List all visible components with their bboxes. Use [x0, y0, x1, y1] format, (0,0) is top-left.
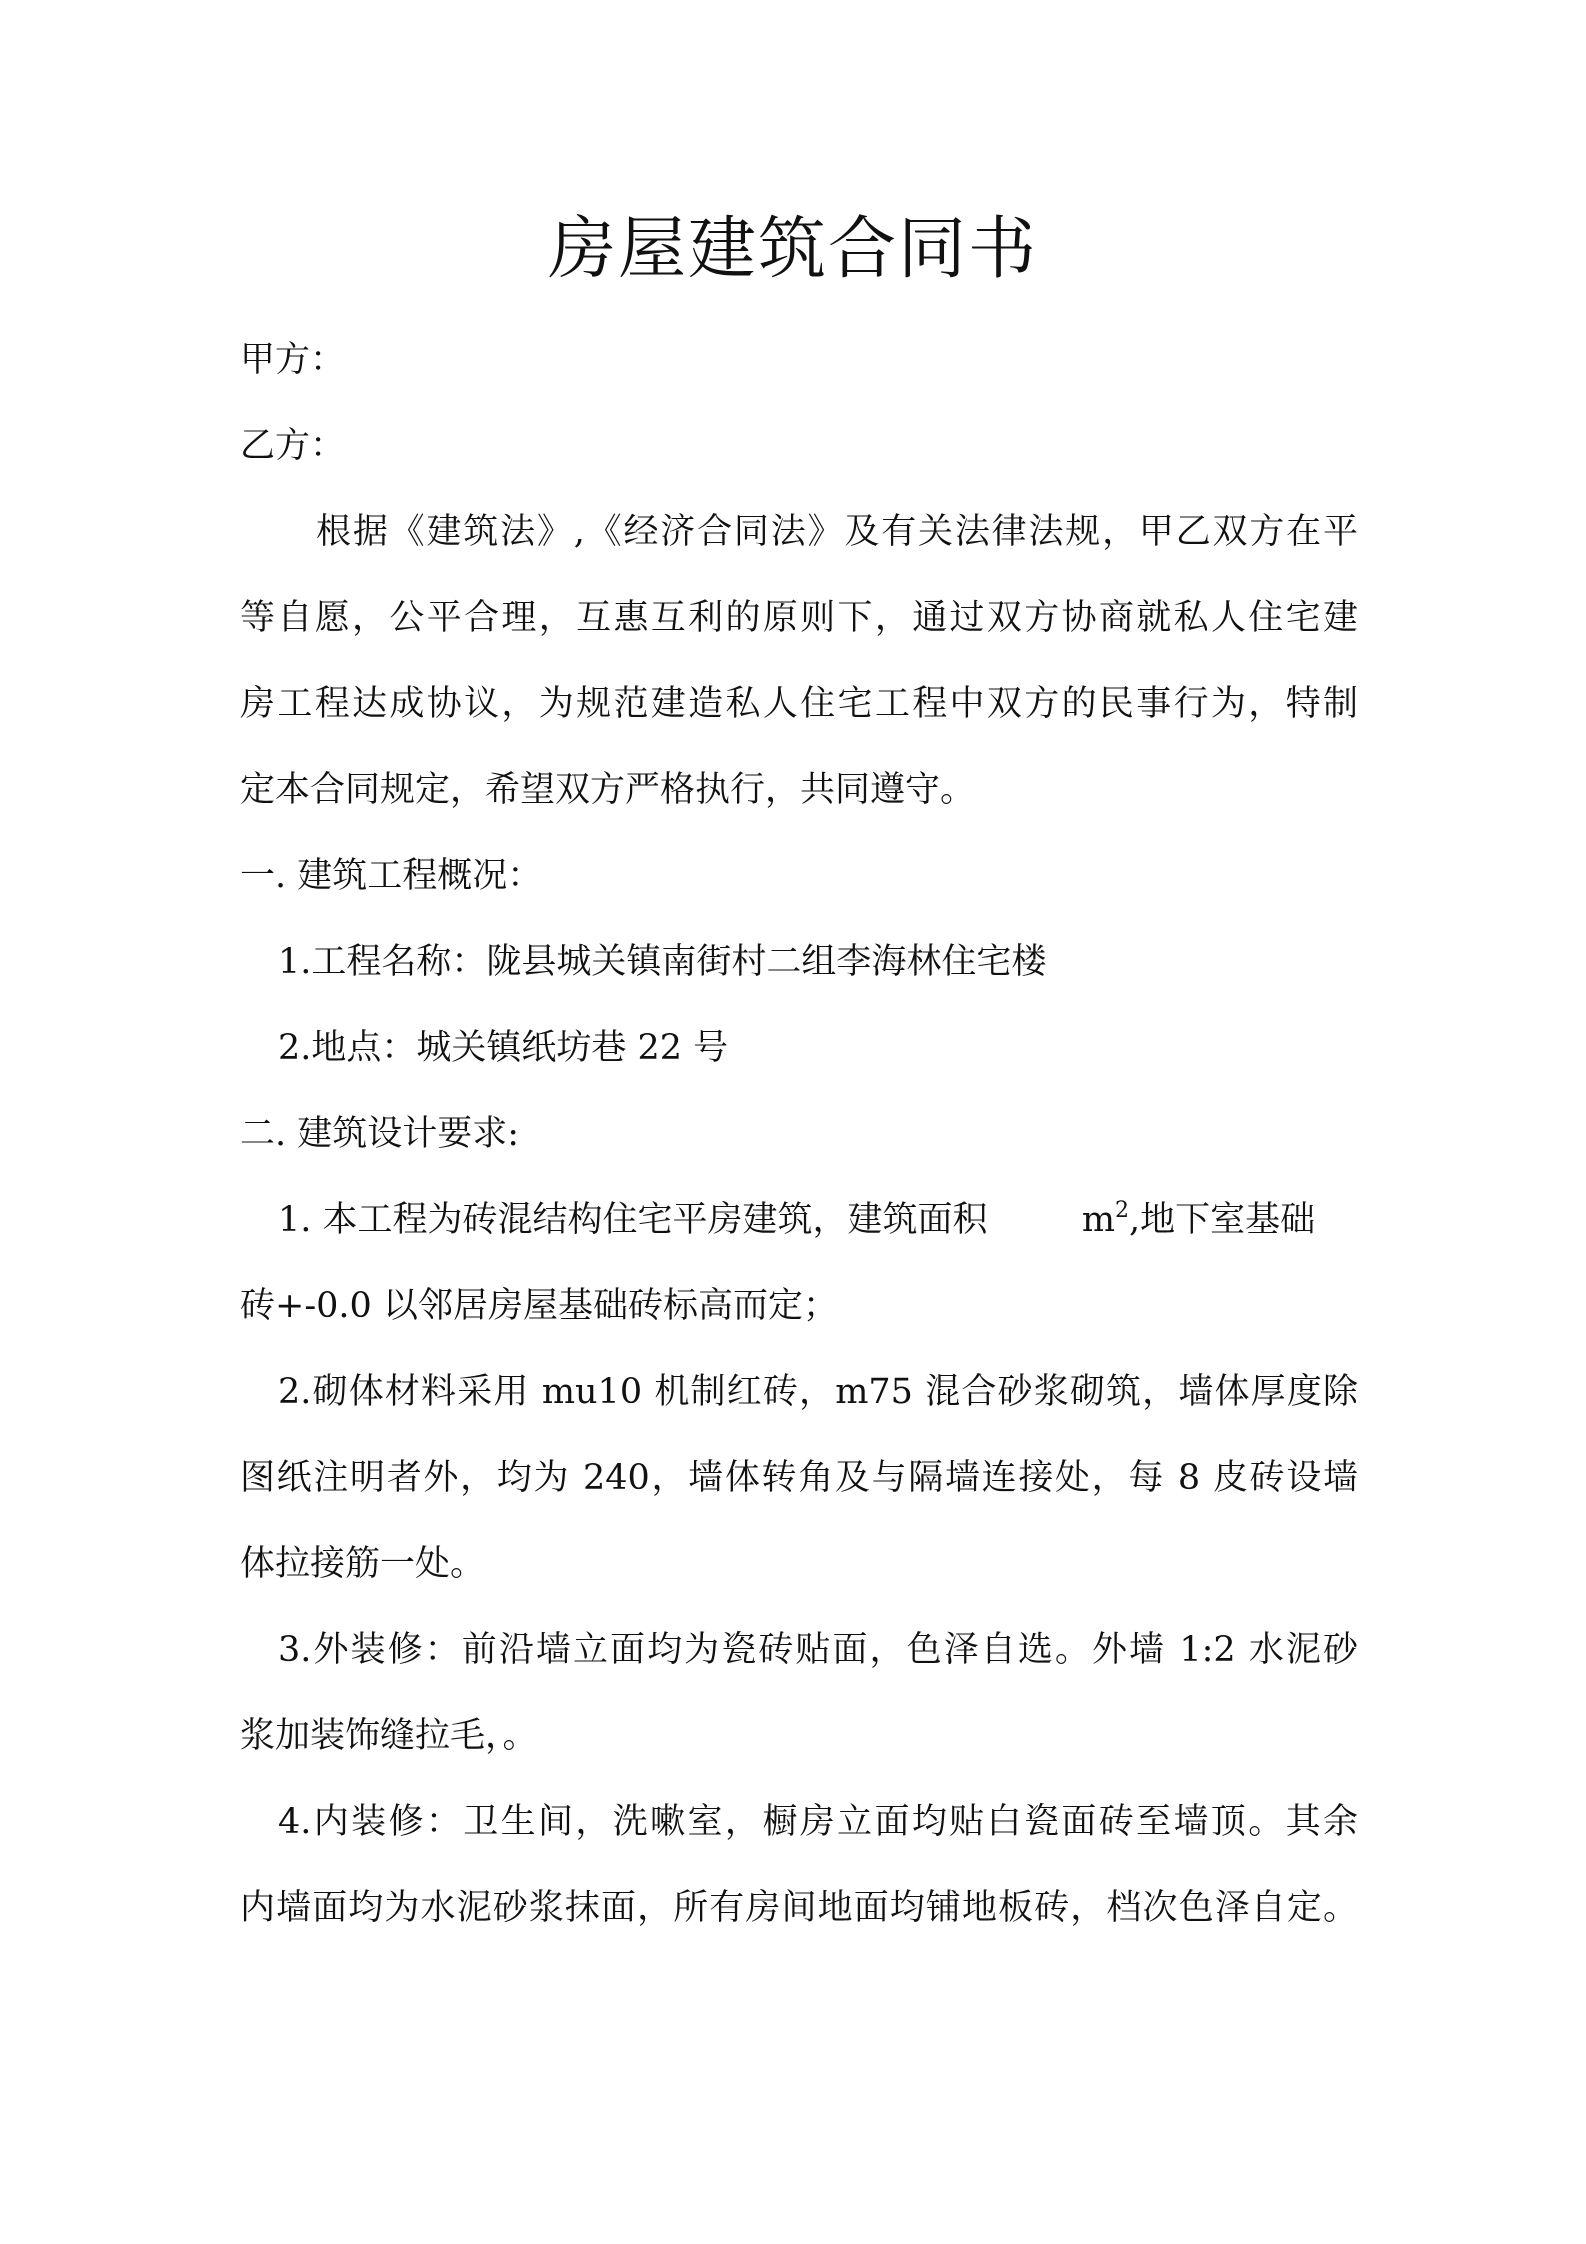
section-1-heading: 一. 建筑工程概况： — [240, 856, 543, 896]
section-1-item-2: 2.地点：城关镇纸坊巷 22 号 — [278, 1028, 729, 1068]
party-a-label: 甲方： — [240, 340, 346, 380]
section-2-item-2-line-3: 体拉接筋一处。 — [240, 1544, 486, 1584]
section-1-item-1: 1.工程名称：陇县城关镇南街村二组李海林住宅楼 — [278, 942, 1047, 982]
preamble-line-3: 房工程达成协议，为规范建造私人住宅工程中双方的民事行为，特制 — [240, 684, 1358, 724]
section-2-item-4-line-1: 4.内装修：卫生间，洗嗽室，橱房立面均贴白瓷面砖至墙顶。其余 — [278, 1802, 1358, 1842]
document-title: 房屋建筑合同书 — [547, 210, 1038, 289]
section-2-item-2-line-1: 2.砌体材料采用 mu10 机制红砖，m75 混合砂浆砌筑，墙体厚度除 — [278, 1372, 1358, 1412]
section-2-heading: 二. 建筑设计要求: — [240, 1114, 520, 1154]
preamble-line-1: 根据《建筑法》,《经济合同法》及有关法律法规，甲乙双方在平 — [316, 512, 1358, 552]
section-2-item-3-line-2: 浆加装饰缝拉毛，。 — [240, 1716, 538, 1756]
section-2-item-1-line-2: 砖+-0.0 以邻居房屋基础砖标高而定； — [240, 1286, 838, 1326]
section-2-item-2-line-2: 图纸注明者外，均为 240，墙体转角及与隔墙连接处，每 8 皮砖设墙 — [240, 1458, 1358, 1498]
preamble-line-2: 等自愿，公平合理，互惠互利的原则下，通过双方协商就私人住宅建 — [240, 598, 1358, 638]
area-unit-exponent: 2 — [1115, 1198, 1130, 1223]
section-2-item-1-line-1 — [278, 1198, 1358, 1242]
preamble-line-4: 定本合同规定，希望双方严格执行，共同遵守。 — [240, 770, 976, 810]
area-unit: m — [1081, 1200, 1116, 1240]
section-2-item-1-text: 1. 本工程为砖混结构住宅平房建筑，建筑面积 — [278, 1200, 988, 1240]
section-2-item-3-line-1: 3.外装修：前沿墙立面均为瓷砖贴面，色泽自选。外墙 1:2 水泥砂 — [278, 1630, 1358, 1670]
section-2-item-1-text-cont: ,地下室基础 — [1129, 1200, 1316, 1240]
party-b-label: 乙方： — [240, 426, 346, 466]
section-2-item-4-line-2: 内墙面均为水泥砂浆抹面，所有房间地面均铺地板砖，档次色泽自定。 — [240, 1888, 1358, 1928]
